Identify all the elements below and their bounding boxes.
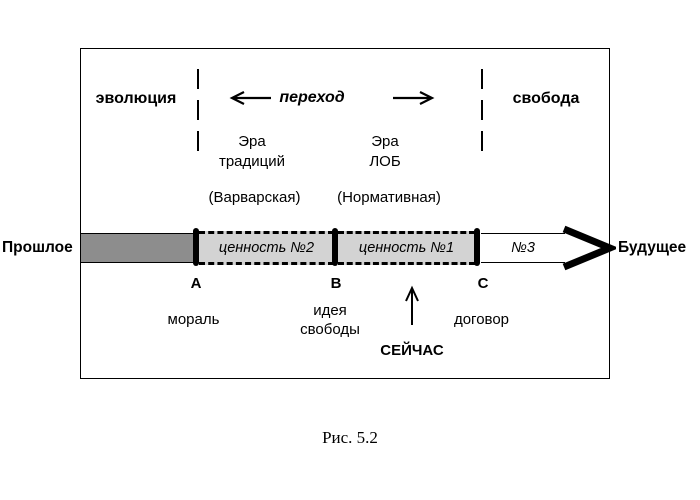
point-c-caption: договор	[453, 311, 510, 328]
timeline-segment-value1: ценность №1	[338, 231, 475, 265]
future-label: Будущее	[618, 239, 687, 256]
evolution-label: эволюция	[95, 90, 177, 107]
era-traditions-subtitle: (Варварская)	[208, 189, 301, 206]
future-arrowhead-icon	[560, 225, 616, 271]
point-a-caption: мораль	[167, 311, 220, 328]
past-label: Прошлое	[2, 239, 73, 256]
point-b-caption: идея свободы	[300, 302, 360, 338]
now-up-arrow-icon	[403, 284, 421, 326]
right-dashed-separator	[481, 69, 483, 161]
timeline-segment-value2: ценность №2	[199, 231, 334, 265]
transition-left-arrow-icon	[227, 90, 272, 106]
transition-right-arrow-icon	[392, 90, 437, 106]
now-label: СЕЙЧАС	[380, 342, 444, 359]
point-a-label: A	[190, 275, 202, 292]
point-b-tick	[332, 228, 338, 266]
point-a-tick	[193, 228, 199, 266]
timeline-segment-past	[81, 233, 195, 263]
point-b-label: B	[330, 275, 342, 292]
timeline-segment-no3: №3	[481, 233, 565, 263]
point-c-tick	[474, 228, 480, 266]
freedom-label: свобода	[512, 90, 580, 107]
era-traditions-label: Эра традиций	[218, 133, 286, 170]
figure-caption: Рис. 5.2	[322, 428, 378, 447]
era-lob-label: Эра ЛОБ	[369, 133, 401, 170]
point-c-label: C	[477, 275, 489, 292]
transition-label: переход	[279, 89, 345, 106]
era-lob-subtitle: (Нормативная)	[337, 189, 441, 206]
left-dashed-separator	[197, 69, 199, 161]
